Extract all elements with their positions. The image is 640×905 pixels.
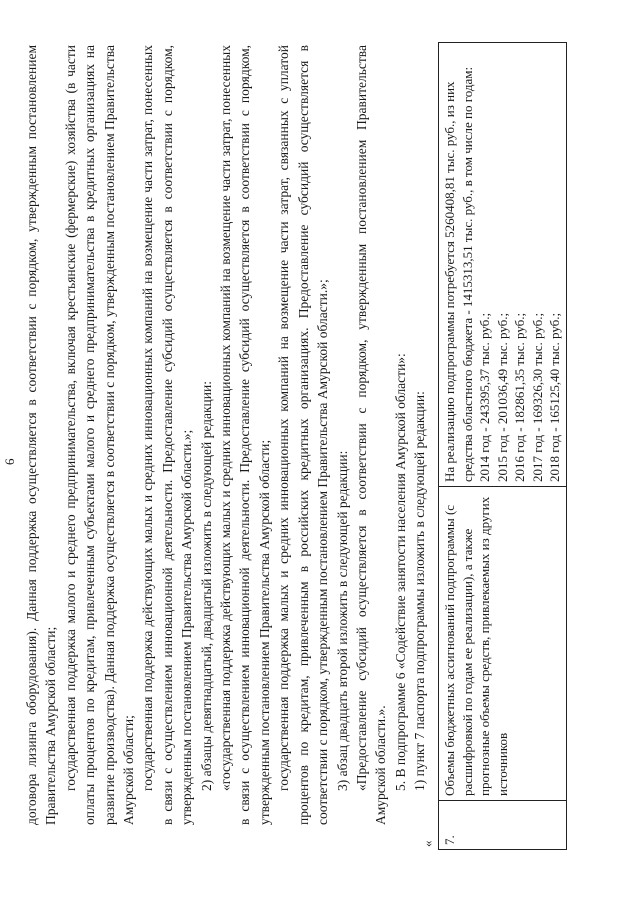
paragraph: государственная поддержка малого и среднего предпринимательства, включая крестьянские (фермерские) хозяйства (в части оплаты процентов по кредитам, привлеченным субъектами малого и среднего предпринимательства в кредитных организациях на развитие производства). Данная поддержка осуществляется в соответствии с порядком, утвержденным постановлением Правительства Амурской области; [62,45,137,825]
paragraph: «Предоставление субсидий осуществляется в соответствии с порядком, утвержденным постановлением Правительства Амурской области.». [353,45,389,825]
paragraph: 5. В подпрограмме 6 «Содействие занятости населения Амурской области»: [392,353,408,791]
paragraph: государственная поддержка малых и средних инновационных компаний на возмещение части затрат, связанных с уплатой процентов по кредитам, привлеченным в российских кредитных организациях. Предоставление субсидий осуществляется в соответствии с порядком, утвержденным постановлением Правительства Амурской области.»; [276,45,331,825]
row-number: 7. [439,801,567,850]
open-quote: « [420,840,435,847]
body-text [22,45,430,825]
paragraph: государственная поддержка действующих малых и средних инновационных компаний на возмещение части затрат, понесенных в связи с осуществлением инновационной деятельности. Предоставление субсидий осуществляется в соответствии с порядком, утвержденным постановлением Правительства Амурской области.»; [140,45,195,825]
paragraph: «государственная поддержка действующих малых и средних инновационных компаний на возмещение части затрат, понесенных в связи с осуществлением инновационной деятельности. Предоставление субсидий осуществляется в соответствии с порядком, утвержденным постановлением Правительства Амурской области; [218,45,272,825]
funding-intro: На реализацию подпрограммы потребуется 5260408,81 тыс. руб., из них средства областного бюджета - 1415313,51 тыс. руб., в том числе по годам: [442,66,475,482]
funding-year-line: 2016 год - 182861,35 тыс. руб.; [512,312,527,482]
page-number: 6 [2,458,17,465]
paragraph: 2) абзацы девятнадцатый, двадцатый изложить в следующей редакции: [198,381,214,791]
table-row [439,43,567,850]
passport-table [438,42,567,850]
row-title: Объемы бюджетных ассигнований подпрограммы (с расшифровкой по годам ее реализации), а также прогнозные объемы средств, привлекаемых из других источников [439,487,567,801]
row-value [439,43,567,487]
funding-year-line: 2014 год - 243395,37 тыс. руб.; [477,312,492,482]
paragraph: договора лизинга оборудования). Данная поддержка осуществляется в соответствии с порядком, утвержденным постановлением Правительства Амурской области; [24,45,59,825]
funding-year-line: 2018 год - 165125,40 тыс. руб.; [547,312,562,482]
paragraph: 3) абзац двадцать второй изложить в следующей редакции: [334,450,350,791]
funding-year-line: 2017 год - 169326,30 тыс. руб.; [529,312,545,482]
paragraph: 1) пункт 7 паспорта подпрограммы изложить в следующей редакции: [412,391,428,791]
funding-years [476,47,564,482]
funding-year-line: 2015 год - 201036,49 тыс. руб.; [494,312,510,482]
